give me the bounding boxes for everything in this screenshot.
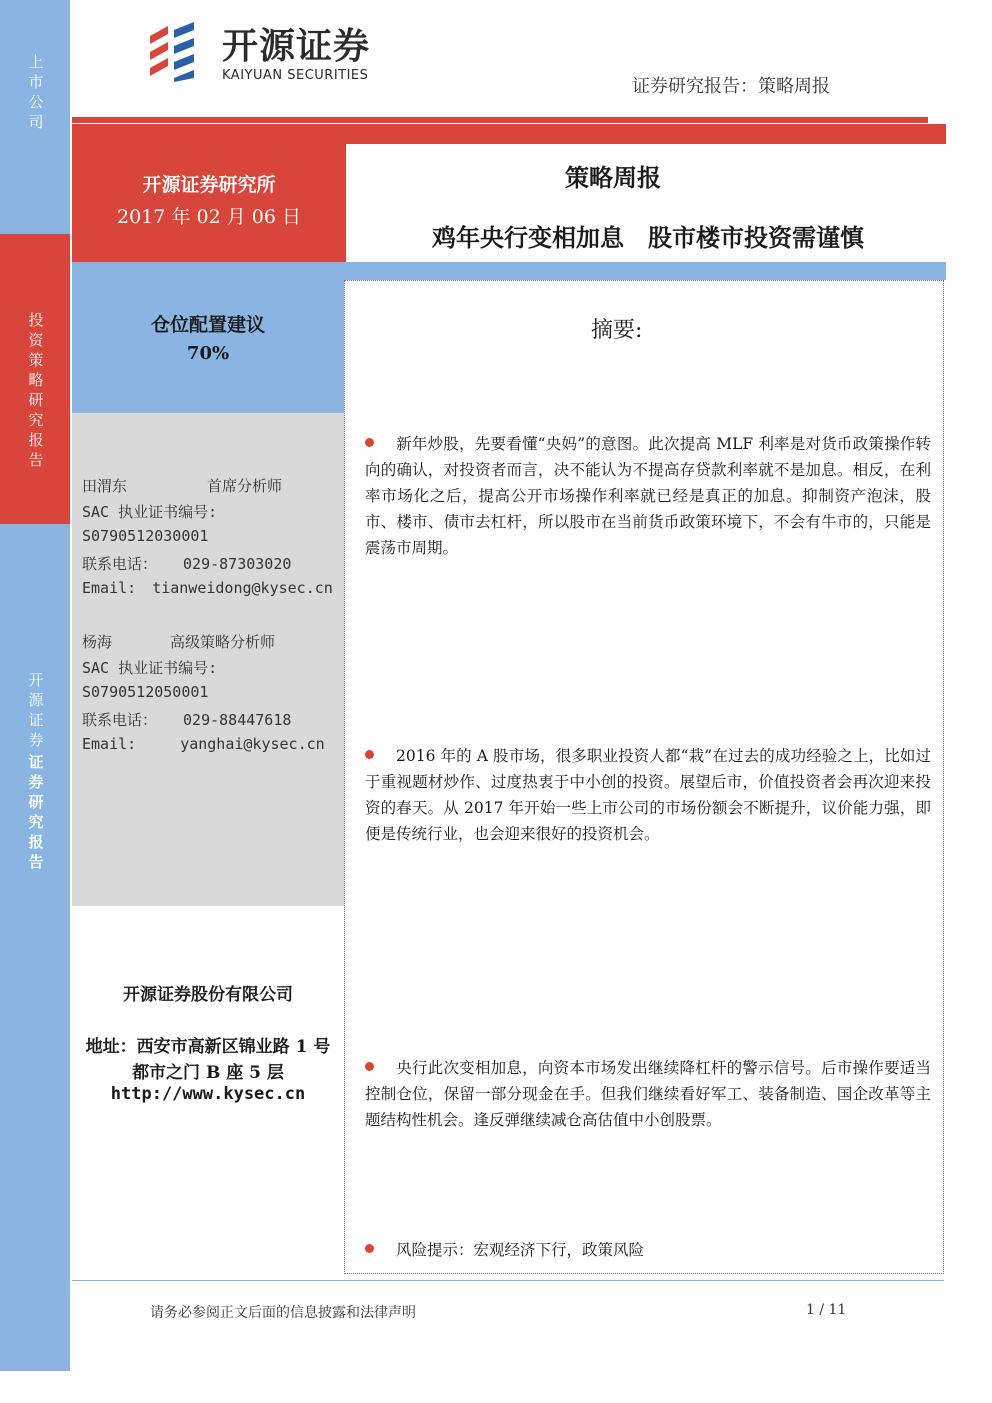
analyst-phone: 029-87303020 (183, 555, 292, 573)
logo-text-cn: 开源证券 (222, 26, 371, 67)
company-address-line2: 都市之门 B 座 5 层 (132, 1063, 284, 1083)
sidebar-label-listed-company: 上市公司 (28, 53, 44, 131)
summary-bullet-text: 风险提示：宏观经济下行，政策风险 (396, 1241, 645, 1259)
analyst-panel (72, 413, 344, 906)
kaiyuan-logo-icon (146, 22, 216, 82)
logo-text-en: KAIYUAN SECURITIES (222, 68, 369, 83)
analyst-role: 首席分析师 (207, 477, 283, 495)
analyst-name-line (82, 631, 275, 652)
institute-block (72, 144, 346, 262)
analyst-email-label: Email: (82, 579, 137, 597)
analyst-phone-line (82, 553, 291, 574)
analyst-phone-label: 联系电话： (82, 555, 158, 573)
analyst-email[interactable]: tianweidong@kysec.cn (152, 579, 333, 597)
bullet-dot-icon (365, 750, 374, 759)
analyst-email-line (82, 579, 333, 597)
analyst-phone: 029-88447618 (183, 711, 292, 729)
report-type: 证券研究报告：策略周报 (632, 76, 830, 97)
allocation-label: 仓位配置建议 (150, 314, 265, 336)
report-subtitle: 鸡年央行变相加息 股市楼市投资需谨慎 (432, 223, 864, 252)
company-address-line1: 地址：西安市高新区锦业路 1 号 (85, 1037, 331, 1057)
analyst-email-label: Email: (82, 735, 137, 753)
page-number: 1 / 11 (806, 1302, 847, 1318)
analyst-name: 杨海 (82, 633, 113, 651)
company-logo (146, 18, 386, 88)
bullet-dot-icon (365, 438, 374, 447)
analyst-sac-label: SAC 执业证书编号: (82, 659, 218, 677)
sidebar-label-securities-report: 证券研究报告 (28, 753, 44, 871)
analyst-email-line (82, 735, 325, 753)
summary-bullet (365, 431, 931, 561)
bullet-dot-icon (365, 1244, 374, 1253)
footer-disclaimer: 请务必参阅正文后面的信息披露和法律声明 (150, 1305, 416, 1321)
summary-box (344, 280, 944, 1274)
sidebar-label-kaiyuan: 开源证券 (28, 671, 44, 749)
company-name: 开源证券股份有限公司 (123, 985, 293, 1005)
analyst-sac-number: S0790512050001 (82, 683, 209, 701)
summary-bullet (365, 1055, 931, 1133)
analyst-name: 田渭东 (82, 477, 128, 495)
analyst-phone-line (82, 709, 291, 730)
analyst-sac-number: S0790512030001 (82, 527, 209, 545)
summary-bullet-text: 新年炒股，先要看懂“央妈”的意图。此次提高 MLF 利率是对货币政策操作转向的确认，对投资者而言，决不能认为不提高存贷款利率就不是加息。相反，在利率市场化之后，提高公开市场操作利率就已经是真正的加息。抑制资产泡沫，股市、楼市、债市去杠杆，所以股市在当前货币政策环境下，不会有牛市的，只能是震荡市周期。 (365, 435, 931, 557)
sidebar-label-strategy-report: 投资策略研究报告 (28, 311, 44, 469)
report-date: 2017 年 02 月 06 日 (117, 206, 301, 228)
analyst-sac-label: SAC 执业证书编号: (82, 503, 218, 521)
institute-name: 开源证券研究所 (142, 174, 276, 196)
header-rule-thin (72, 117, 928, 123)
analyst-name-line (82, 475, 282, 496)
header-rule (72, 124, 946, 144)
summary-title: 摘要: (591, 318, 643, 343)
company-website-link[interactable]: http://www.kysec.cn (110, 1084, 306, 1104)
sidebar-strip-bottom (0, 524, 70, 1371)
summary-bullet-text: 央行此次变相加息，向资本市场发出继续降杠杆的警示信号。后市操作要适当控制仓位，保留一部分现金在手。但我们继续看好军工、装备制造、国企改革等主题结构性机会。逢反弹继续减仓高估值中小创股票。 (365, 1059, 931, 1129)
report-title: 策略周报 (565, 163, 661, 192)
section-rule (72, 262, 946, 280)
summary-bullet (365, 743, 931, 847)
bullet-dot-icon (365, 1062, 374, 1071)
analyst-email[interactable]: yanghai@kysec.cn (180, 735, 325, 753)
analyst-phone-label: 联系电话： (82, 711, 158, 729)
allocation-block (72, 280, 344, 413)
summary-bullet (365, 1237, 931, 1263)
analyst-role: 高级策略分析师 (170, 633, 276, 651)
footer-rule (72, 1280, 944, 1281)
allocation-value: 70% (186, 343, 230, 364)
summary-bullet-text: 2016 年的 A 股市场，很多职业投资人都“栽”在过去的成功经验之上，比如过于重视题材炒作、过度热衷于中小创的投资。展望后市，价值投资者会再次迎来投资的春天。从 2017 年开始一些上市公司的市场份额会不断提升，议价能力强，即便是传统行业，也会迎来很好的投资机会。 (365, 747, 931, 843)
